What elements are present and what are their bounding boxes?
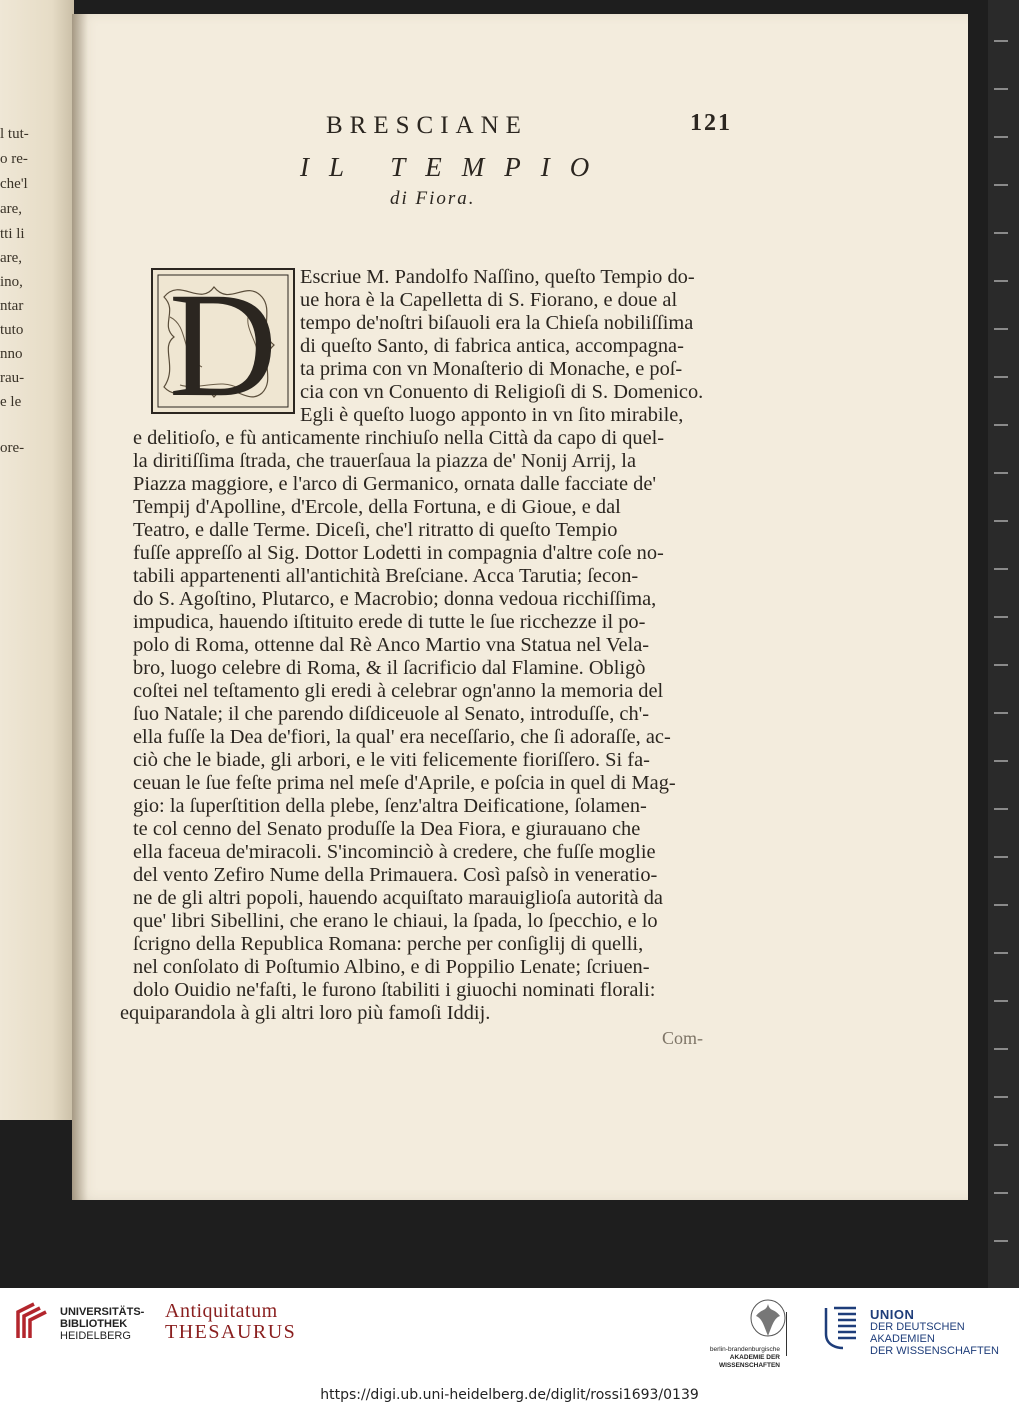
ruler-tick: [994, 1144, 1008, 1146]
text-line: di queſto Santo, di fabrica antica, accompagna-: [300, 335, 684, 357]
left-page-fragment: tti li: [0, 226, 25, 242]
text-line: impudica, hauendo iſtituito erede di tutte le ſue ricchezze il po-: [133, 611, 646, 633]
text-line: del vento Zefiro Nume della Primauera. Così paſsò in veneratio-: [133, 864, 658, 886]
left-page-fragment: che'l: [0, 176, 28, 192]
antiquitatum-thesaurus-logo[interactable]: Antiquitatum THESAURUS: [165, 1300, 297, 1343]
text-line: ciò che le biade, gli arbori, e le viti felicemente fioriſſero. Si fa-: [133, 749, 650, 771]
text-line: cia con vn Conuento di Religioſi di S. Domenico.: [300, 381, 704, 403]
text-line: te col cenno del Senato produſſe la Dea Fiora, e giurauano che: [133, 818, 641, 840]
heidelberg-label[interactable]: UNIVERSITÄTS- BIBLIOTHEK HEIDELBERG: [60, 1306, 145, 1342]
left-page-fragment: rau-: [0, 370, 25, 386]
text-line: e delitioſo, e fù anticamente rinchiuſo nella Città da capo di quel-: [133, 427, 665, 449]
chapter-subtitle: di Fiora.: [390, 188, 476, 209]
catchword: Com-: [662, 1028, 704, 1048]
left-page-fragment: are,: [0, 250, 23, 266]
left-page-fragment: e le: [0, 394, 22, 410]
text-line: tempo de'noſtri biſauoli era la Chieſa nobiliſſima: [300, 312, 694, 334]
left-page-fragment: nno: [0, 346, 23, 362]
bbaw-eagle-icon: [748, 1296, 788, 1344]
text-line: Teatro, e dalle Terme. Diceſi, che'l ritratto di queſto Tempio: [133, 519, 618, 541]
text-line: ſuo Natale; il che parendo diſdiceuole al Senato, introduſſe, ch'-: [133, 703, 650, 725]
ruler-tick: [994, 1192, 1008, 1194]
logo-divider: [786, 1312, 787, 1356]
text-line: Escriue M. Pandolfo Naſſino, queſto Tempio do-: [300, 266, 695, 288]
left-page-fragment: o re-: [0, 151, 28, 167]
text-line: ta prima con vn Monaſterio di Monache, e poſ-: [300, 358, 683, 380]
union-logo-icon: [822, 1300, 864, 1352]
left-page-fragment: ore-: [0, 440, 25, 456]
text-line: ella fuſſe la Dea de'fiori, la qual' era neceſſario, che ſi adoraſſe, ac-: [133, 726, 671, 748]
left-page-fragment: ino,: [0, 274, 23, 290]
text-line: fuſſe appreſſo al Sig. Dottor Lodetti in compagnia d'altre coſe no-: [133, 542, 664, 564]
text-line: la diritiſſima ſtrada, che trauerſaua la piazza de' Nonij Arrij, la: [133, 450, 637, 472]
text-line: polo di Roma, ottenne dal Rè Anco Martio vna Statua nel Vela-: [133, 634, 650, 656]
text-line: que' libri Sibellini, che erano le chiaui, la ſpada, lo ſpecchio, e lo: [133, 910, 658, 932]
text-line: tabili appartenenti all'antichità Breſciane. Acca Tarutia; ſecon-: [133, 565, 639, 587]
text-line: Tempij d'Apolline, d'Ercole, della Fortuna, e di Gioue, e dal: [133, 496, 621, 518]
page-number: 121: [690, 110, 732, 136]
left-page-fragment: ntar: [0, 298, 24, 314]
text-line: Piazza maggiore, e l'arco di Germanico, ornata dalle facciate de': [133, 473, 657, 495]
ruler-tick: [994, 1240, 1008, 1242]
text-line: dolo Ouidio ne'faſti, le furono ſtabiliti i giuochi nominati florali:: [133, 979, 656, 1001]
text-line: ſcrigno della Republica Romana: perche per conſiglij di quelli,: [133, 933, 644, 955]
chapter-title: IL TEMPIO: [300, 152, 610, 182]
url-bar[interactable]: [0, 1378, 1019, 1412]
union-label[interactable]: UNION DER DEUTSCHEN AKADEMIEN DER WISSENSCHAFTEN: [870, 1307, 999, 1357]
text-line: ue hora è la Capelletta di S. Fiorano, e doue al: [300, 289, 678, 311]
left-page-fragment: l tut-: [0, 126, 29, 142]
text-line: Egli è queſto luogo apponto in vn ſito mirabile,: [300, 404, 684, 426]
heidelberg-logo-icon[interactable]: [14, 1302, 50, 1340]
drop-cap-letter: D: [168, 267, 278, 415]
text-line: bro, luogo celebre di Roma, & il ſacrificio dal Flamine. Obligò: [133, 657, 646, 679]
left-page-fragment: tuto: [0, 322, 24, 338]
ruler-tick: [994, 1096, 1008, 1098]
footer-logos: [0, 1288, 1019, 1378]
page-url[interactable]: https://digi.ub.uni-heidelberg.de/diglit/rossi1693/0139: [320, 1387, 699, 1403]
text-line: nel conſolato di Poſtumio Albino, e di Poppilio Lenate; ſcriuen-: [133, 956, 650, 978]
running-title: BRESCIANE: [326, 112, 528, 139]
text-line: ne de gli altri popoli, hauendo acquiſtato marauiglioſa autorità da: [133, 887, 663, 909]
text-line: do S. Agoſtino, Plutarco, e Macrobio; donna vedoua ricchiſſima,: [133, 588, 657, 610]
text-line: coſtei nel teſtamento gli eredi à celebrar ogn'anno la memoria del: [133, 680, 664, 702]
bbaw-label[interactable]: berlin-brandenburgische AKADEMIE DER WISSENSCHAFTEN: [709, 1346, 780, 1369]
text-line: ceuan le ſue feſte prima nel meſe d'Aprile, e poſcia in quel di Mag-: [133, 772, 676, 794]
text-line: equiparandola à gli altri loro più famoſi Iddij.: [120, 1002, 491, 1024]
left-page-fragment: are,: [0, 201, 23, 217]
text-line: ella faceua de'miracoli. S'incominciò à credere, che fuſſe moglie: [133, 841, 656, 863]
text-line: gio: la ſuperſtition della plebe, ſenz'altra Deificatione, ſolamen-: [133, 795, 647, 817]
